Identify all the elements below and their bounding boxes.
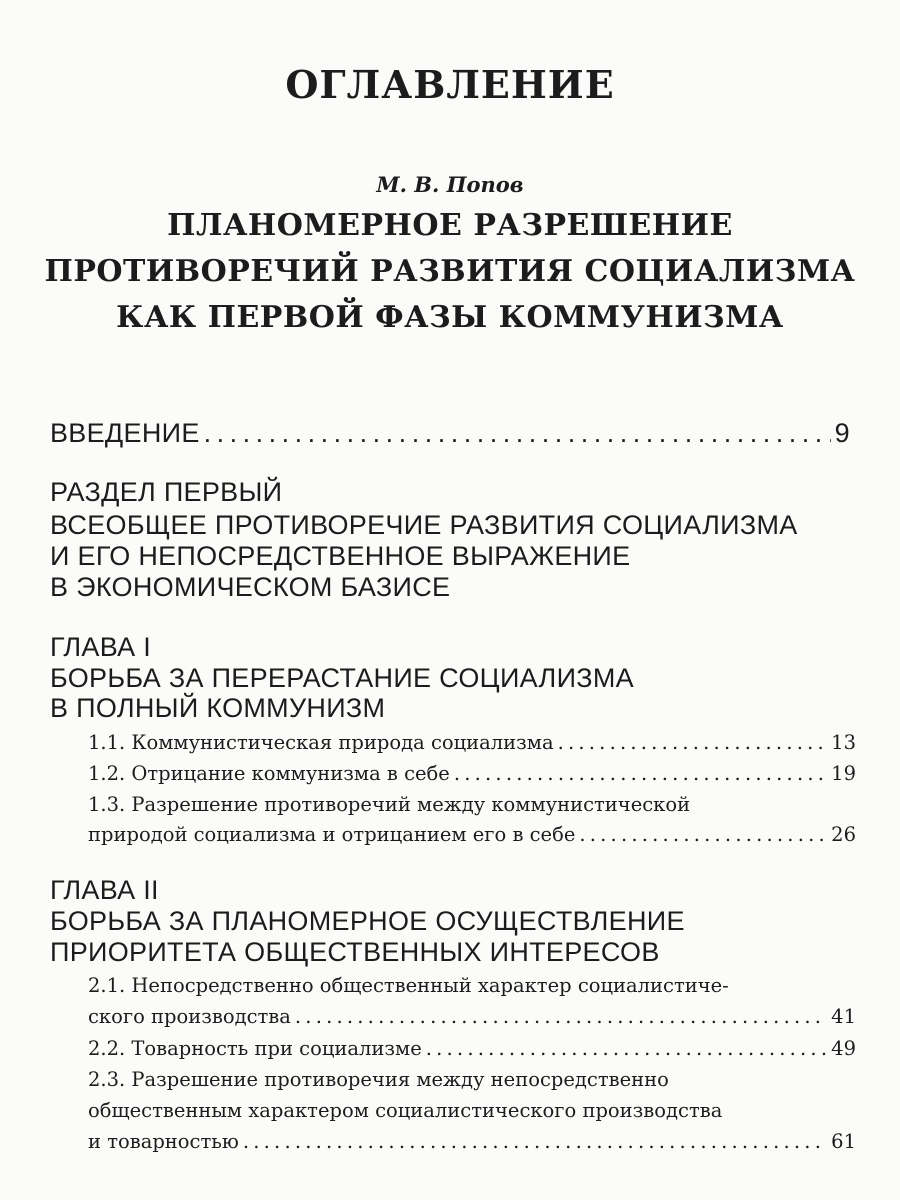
part-heading: РАЗДЕЛ ПЕРВЫЙ	[50, 477, 283, 507]
book-title-line-1: ПЛАНОМЕРНОЕ РАЗРЕШЕНИЕ	[167, 208, 733, 243]
toc-entry-2-3-line-1[interactable]: 2.3. Разрешение противоречия между непосредственно	[88, 1068, 669, 1091]
toc-entry-2-1-line-1[interactable]: 2.1. Непосредственно общественный характер социалистиче-	[88, 974, 729, 997]
leader-dots	[295, 1005, 827, 1028]
toc-entry-label: ского производства	[88, 1005, 291, 1028]
toc-entry-label: и товарностью	[88, 1130, 239, 1153]
chapter-title-line-1: БОРЬБА ЗА ПЕРЕРАСТАНИЕ СОЦИАЛИЗМА	[50, 663, 634, 693]
leader-dots	[558, 731, 828, 754]
toc-page-number: 19	[831, 762, 856, 785]
toc-page-number: 9	[834, 418, 850, 448]
toc-entry-1-1[interactable]	[88, 731, 856, 754]
toc-entry-2-3[interactable]	[88, 1130, 856, 1153]
author-name: М. В. Попов	[376, 172, 524, 197]
toc-entry-intro[interactable]	[50, 418, 850, 449]
toc-page-number: 13	[831, 731, 856, 754]
leader-dots	[454, 762, 827, 785]
toc-entry-1-2[interactable]	[88, 762, 856, 785]
toc-page-number: 61	[831, 1130, 856, 1153]
part-title-line-1: ВСЕОБЩЕЕ ПРОТИВОРЕЧИЕ РАЗВИТИЯ СОЦИАЛИЗМА	[50, 510, 798, 540]
book-title-line-2: ПРОТИВОРЕЧИЙ РАЗВИТИЯ СОЦИАЛИЗМА	[44, 254, 856, 289]
toc-entry-1-3[interactable]	[88, 823, 856, 846]
toc-entry-label: природой социализма и отрицанием его в себе	[88, 823, 576, 846]
toc-entry-2-2[interactable]	[88, 1037, 856, 1060]
chapter-heading: ГЛАВА I	[50, 632, 152, 662]
part-title-line-2: И ЕГО НЕПОСРЕДСТВЕННОЕ ВЫРАЖЕНИЕ	[50, 541, 631, 571]
toc-entry-2-3-line-2[interactable]: общественным характером социалистического производства	[88, 1099, 723, 1122]
toc-entry-label: 1.1. Коммунистическая природа социализма	[88, 731, 554, 754]
toc-entry-label: ВВЕДЕНИЕ	[50, 418, 200, 448]
chapter-heading: ГЛАВА II	[50, 875, 159, 905]
toc-entry-2-1[interactable]	[88, 1005, 856, 1028]
toc-entry-1-3-line-1[interactable]: 1.3. Разрешение противоречий между коммунистической	[88, 793, 691, 816]
leader-dots	[204, 418, 831, 449]
part-title-line-3: В ЭКОНОМИЧЕСКОМ БАЗИСЕ	[50, 572, 451, 602]
chapter-title-line-2: В ПОЛНЫЙ КОММУНИЗМ	[50, 693, 386, 723]
toc-entry-label: 2.2. Товарность при социализме	[88, 1037, 422, 1060]
toc-title: ОГЛАВЛЕНИЕ	[285, 62, 615, 107]
leader-dots	[579, 823, 827, 846]
toc-entry-label: 1.2. Отрицание коммунизма в себе	[88, 762, 450, 785]
toc-page-number: 49	[831, 1037, 856, 1060]
leader-dots	[243, 1130, 827, 1153]
chapter-title-line-1: БОРЬБА ЗА ПЛАНОМЕРНОЕ ОСУЩЕСТВЛЕНИЕ	[50, 906, 685, 936]
leader-dots	[426, 1037, 827, 1060]
toc-page-number: 41	[831, 1005, 856, 1028]
book-title-line-3: КАК ПЕРВОЙ ФАЗЫ КОММУНИЗМА	[116, 300, 784, 335]
chapter-title-line-2: ПРИОРИТЕТА ОБЩЕСТВЕННЫХ ИНТЕРЕСОВ	[50, 937, 660, 967]
toc-page-number: 26	[831, 823, 856, 846]
